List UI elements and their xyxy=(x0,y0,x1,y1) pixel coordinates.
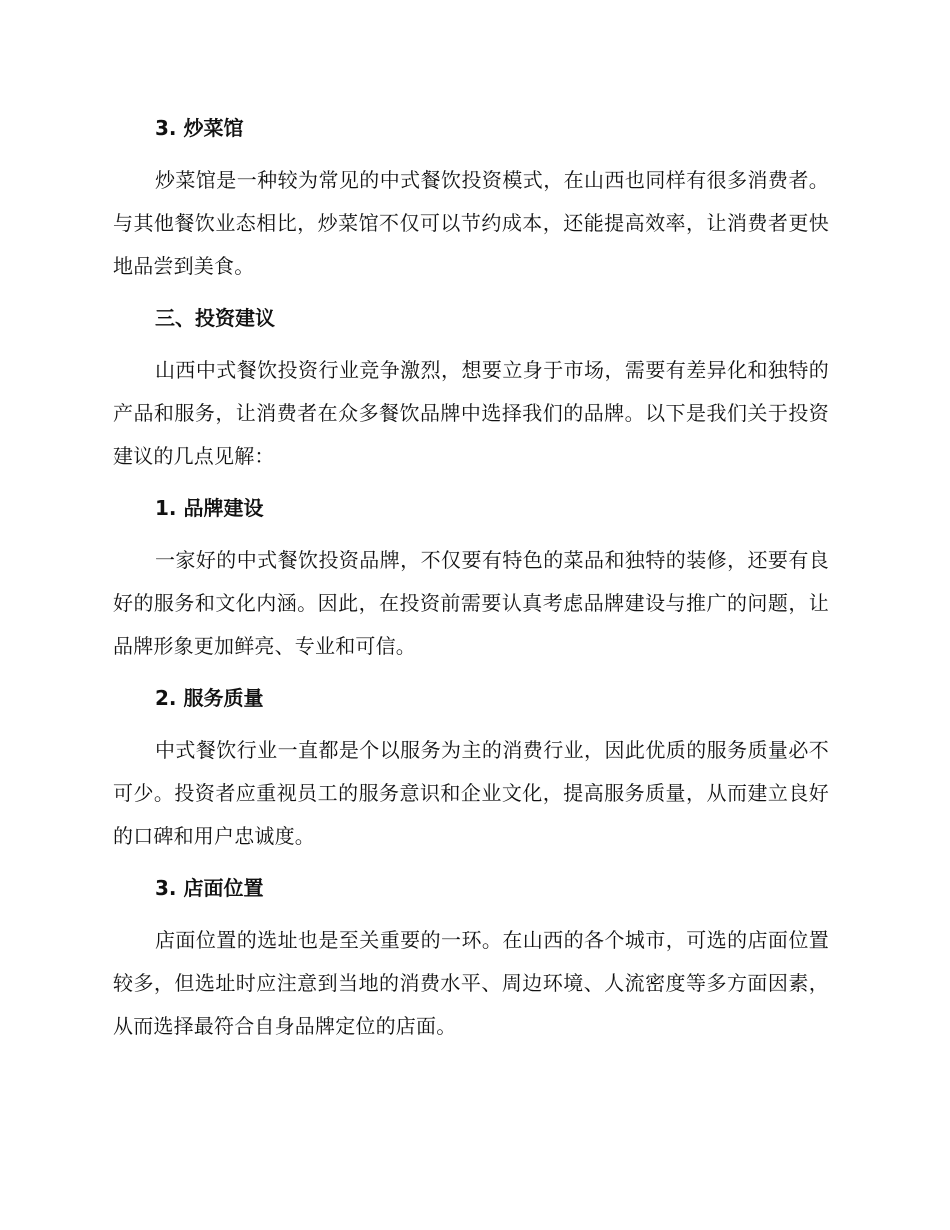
section-paragraph-chaocaiguan: 炒菜馆是一种较为常见的中式餐饮投资模式，在山西也同样有很多消费者。与其他餐饮业态相比，炒菜馆不仅可以节约成本，还能提高效率，让消费者更快地品尝到美食。 xyxy=(113,168,829,278)
section-heading-service-quality: 2. 服务质量 xyxy=(155,686,264,710)
section-paragraph-investment-advice: 山西中式餐饮投资行业竞争激烈，想要立身于市场，需要有差异化和独特的产品和服务，让消费者在众多餐饮品牌中选择我们的品牌。以下是我们关于投资建议的几点见解： xyxy=(113,358,829,468)
document-body xyxy=(113,105,829,1048)
section-paragraph-service-quality: 中式餐饮行业一直都是个以服务为主的消费行业，因此优质的服务质量必不可少。投资者应重视员工的服务意识和企业文化，提高服务质量，从而建立良好的口碑和用户忠诚度。 xyxy=(113,738,829,848)
section-heading-store-location: 3. 店面位置 xyxy=(155,876,264,900)
section-heading-brand-building: 1. 品牌建设 xyxy=(155,496,264,520)
section-paragraph-brand-building: 一家好的中式餐饮投资品牌，不仅要有特色的菜品和独特的装修，还要有良好的服务和文化内涵。因此，在投资前需要认真考虑品牌建设与推广的问题，让品牌形象更加鲜亮、专业和可信。 xyxy=(113,548,829,658)
section-paragraph-store-location: 店面位置的选址也是至关重要的一环。在山西的各个城市，可选的店面位置较多，但选址时应注意到当地的消费水平、周边环境、人流密度等多方面因素，从而选择最符合自身品牌定位的店面。 xyxy=(113,928,829,1038)
section-heading-investment-advice: 三、投资建议 xyxy=(155,306,275,330)
section-heading-chaocaiguan: 3. 炒菜馆 xyxy=(155,116,244,140)
